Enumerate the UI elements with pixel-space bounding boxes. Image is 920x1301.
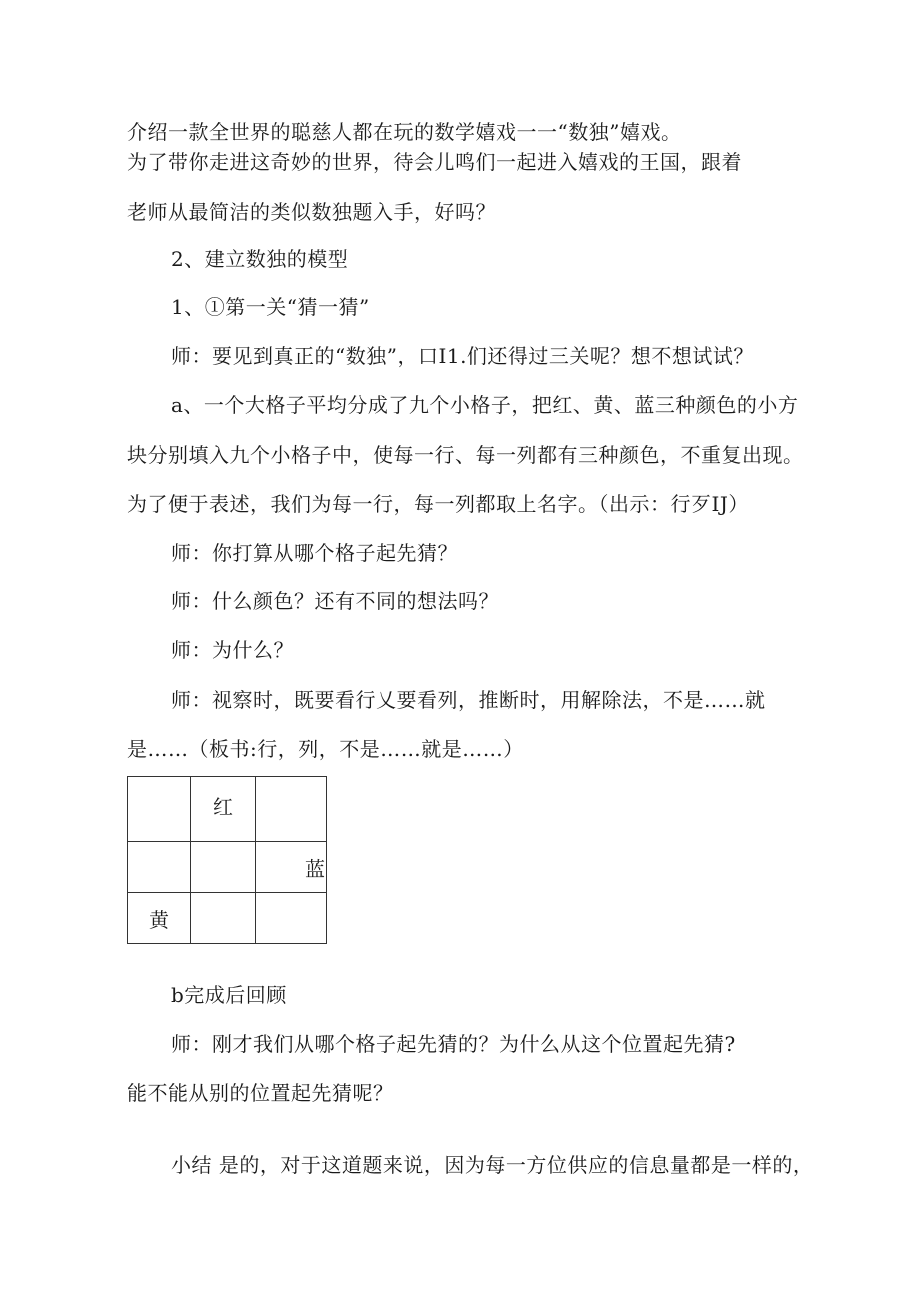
- grid-row: [128, 842, 327, 893]
- summary-line: 小结 是的，对于这道题来说，因为每一方位供应的信息量都是一样的，: [171, 1153, 814, 1177]
- teacher-line-intro: 师：要见到真正的“数独”，口I1.们还得过三关呢？想不想试试？: [171, 344, 754, 368]
- grid-cell: 黄: [128, 893, 191, 944]
- section-heading-model: 2、建立数独的模型: [171, 247, 349, 271]
- grid-cell: 蓝: [256, 842, 327, 893]
- grid-cell: [128, 842, 191, 893]
- grid-cell: [256, 893, 327, 944]
- grid-cell: [191, 842, 256, 893]
- task-description-3: 为了便于表述，我们为每一行，每一列都取上名字。（出示：行歹IJ）: [127, 492, 749, 516]
- grid-row: [128, 893, 327, 944]
- teacher-question-1: 师：你打算从哪个格子起先猜？: [171, 541, 458, 565]
- teacher-question-3: 师：为什么？: [171, 638, 294, 662]
- task-description-1: a、一个大格子平均分成了九个小格子，把红、黄、蓝三种颜色的小方: [171, 393, 799, 417]
- teacher-review-question-2: 能不能从别的位置起先猜呢？: [127, 1081, 394, 1105]
- grid-cell: [128, 777, 191, 842]
- subsection-heading-level-1: 1、①第一关“猜一猜”: [171, 295, 370, 319]
- grid-cell: [256, 777, 327, 842]
- grid-row: [128, 777, 327, 842]
- paragraph-intro-2: 为了带你走进这奇妙的世界，待会儿鸣们一起进入嬉戏的王国，跟着: [127, 150, 742, 174]
- task-description-2: 块分别填入九个小格子中，使每一行、每一列都有三种颜色，不重复出现。: [127, 443, 804, 467]
- teacher-summary-2: 是……（板书:行，列，不是……就是……）: [127, 737, 524, 761]
- paragraph-intro-3: 老师从最简洁的类似数独题入手，好吗？: [127, 200, 496, 224]
- review-heading: b完成后回顾: [171, 983, 287, 1007]
- teacher-question-2: 师：什么颜色？还有不同的想法吗？: [171, 589, 499, 613]
- sudoku-grid: [127, 776, 327, 944]
- grid-cell: 红: [191, 777, 256, 842]
- paragraph-intro-1: 介绍一款全世界的聪慈人都在玩的数学嬉戏一一“数独”嬉戏。: [127, 120, 682, 144]
- teacher-summary-1: 师：视察时，既要看行乂要看列，推断时，用解除法，不是……就: [171, 688, 766, 712]
- grid-cell: [191, 893, 256, 944]
- teacher-review-question-1: 师：刚才我们从哪个格子起先猜的？为什么从这个位置起先猜?: [171, 1032, 736, 1056]
